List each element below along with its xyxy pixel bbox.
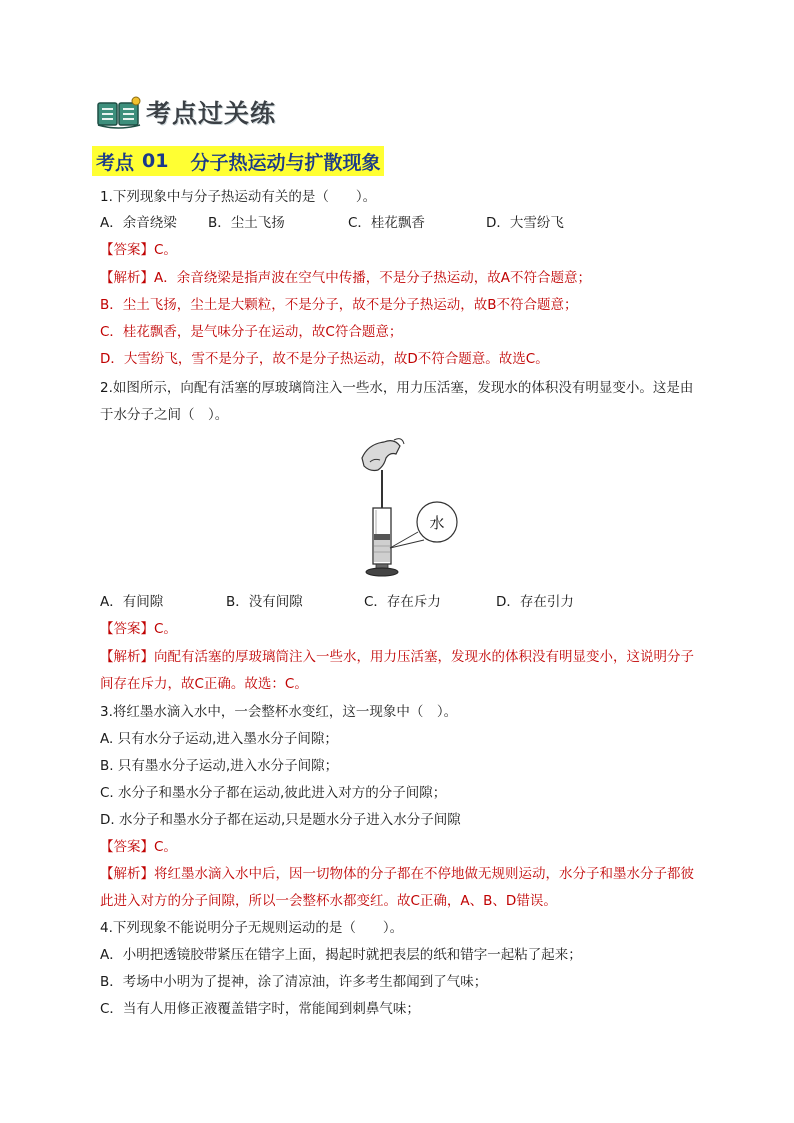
section-heading <box>92 146 384 176</box>
q1-answer-value: C。 <box>154 242 177 258</box>
q1-explanation-3: C．桂花飘香，是气味分子在运动，故C符合题意； <box>100 324 403 340</box>
q2-stem-2: 于水分子之间（ ）。 <box>100 407 229 423</box>
q3-explanation-text-1: 将红墨水滴入水中后，因一切物体的分子都在不停地做无规则运动，水分子和墨水分子都彼 <box>154 866 694 882</box>
q2-explanation-label: 【解析】 <box>100 649 154 665</box>
q2-option-a: A．有间隙 <box>100 594 164 610</box>
q3-explanation-2: 此进入对方的分子间隙，所以一会整杯水都变红。故C正确，A、B、D错误。 <box>100 893 557 909</box>
section-label: 考点 <box>96 151 135 174</box>
q2-answer-value: C。 <box>154 621 177 637</box>
q1-explanation-4: D．大雪纷飞，雪不是分子，故不是分子热运动，故D不符合题意。故选C。 <box>100 351 549 367</box>
q2-option-d: D．存在引力 <box>496 594 574 610</box>
q1-explanation-label: 【解析】 <box>100 270 154 286</box>
q3-answer <box>100 837 177 857</box>
q2-stem-1: 2.如图所示，向配有活塞的厚玻璃筒注入一些水，用力压活塞，发现水的体积没有明显变小。这是由 <box>100 380 694 396</box>
q1-answer-label: 【答案】 <box>100 242 154 258</box>
q2-answer <box>100 619 177 639</box>
q1-option-b: B．尘土飞扬 <box>208 215 285 231</box>
q3-option-d: D. 水分子和墨水分子都在运动,只是题水分子进入水分子间隙 <box>100 812 461 828</box>
q3-explanation-1 <box>100 864 694 884</box>
q2-explanation-2: 间存在斥力，故C正确。故选：C。 <box>100 676 308 692</box>
q2-option-c: C．存在斥力 <box>364 594 441 610</box>
q1-stem: 1.下列现象中与分子热运动有关的是（ ）。 <box>100 189 377 205</box>
q2-explanation-text-1: 向配有活塞的厚玻璃筒注入一些水，用力压活塞，发现水的体积没有明显变小，这说明分子 <box>154 649 694 665</box>
q4-option-c: C．当有人用修正液覆盖错字时，常能闻到刺鼻气味； <box>100 1001 420 1017</box>
q2-option-b: B．没有间隙 <box>226 594 303 610</box>
q4-option-a: A．小明把透镜胶带紧压在错字上面，揭起时就把表层的纸和错字一起粘了起来； <box>100 947 582 963</box>
open-book-icon <box>96 95 142 129</box>
section-title: 分子热运动与扩散现象 <box>190 151 381 174</box>
q3-option-b: B. 只有墨水分子运动,进入水分子间隙； <box>100 758 339 774</box>
q2-answer-label: 【答案】 <box>100 621 154 637</box>
page-header <box>96 92 276 132</box>
q2-options <box>100 592 574 612</box>
q3-answer-label: 【答案】 <box>100 839 154 855</box>
q3-option-a: A. 只有水分子运动,进入墨水分子间隙； <box>100 731 338 747</box>
q2-explanation-1 <box>100 647 694 667</box>
q4-option-b: B．考场中小明为了提神，涂了清凉油，许多考生都闻到了气味； <box>100 974 488 990</box>
page-title: 考点过关练 <box>146 99 277 128</box>
q1-explanation-text-1: A．余音绕梁是指声波在空气中传播，不是分子热运动，故A不符合题意； <box>154 270 591 286</box>
q1-explanation-1 <box>100 268 591 288</box>
q3-option-c: C. 水分子和墨水分子都在运动,彼此进入对方的分子间隙； <box>100 785 447 801</box>
glass-cylinder-figure <box>340 432 490 582</box>
q1-option-a: A．余音绕梁 <box>100 215 177 231</box>
section-number: 01 <box>142 150 169 172</box>
q3-explanation-label: 【解析】 <box>100 866 154 882</box>
q4-stem: 4.下列现象不能说明分子无规则运动的是（ ）。 <box>100 920 404 936</box>
q1-option-d: D．大雪纷飞 <box>486 215 564 231</box>
q1-options <box>100 213 564 233</box>
q1-answer <box>100 240 177 260</box>
q1-explanation-2: B．尘土飞扬，尘土是大颗粒，不是分子，故不是分子热运动，故B不符合题意； <box>100 297 578 313</box>
q1-option-c: C．桂花飘香 <box>348 215 425 231</box>
q3-stem: 3.将红墨水滴入水中，一会整杯水变红，这一现象中（ ）。 <box>100 704 458 720</box>
figure-water-label: 水 <box>429 514 445 532</box>
q3-answer-value: C。 <box>154 839 177 855</box>
